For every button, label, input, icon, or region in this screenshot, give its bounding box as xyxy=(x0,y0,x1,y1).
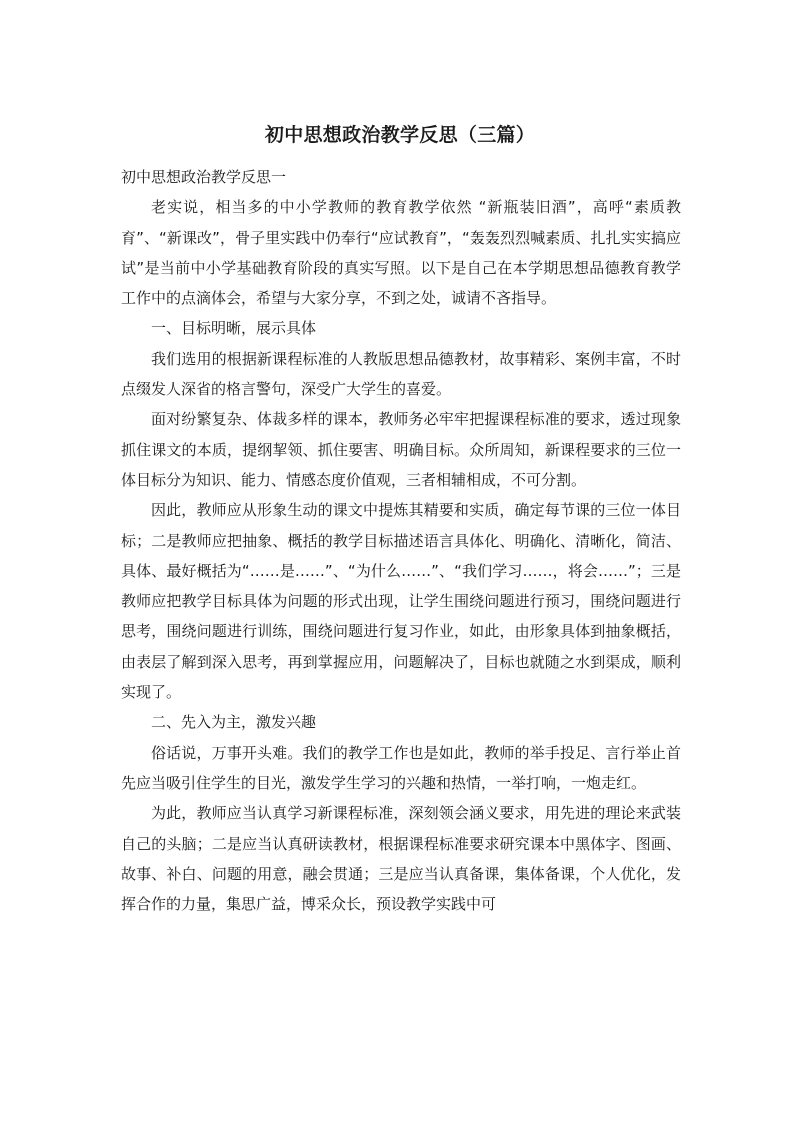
paragraph: 我们选用的根据新课程标准的人教版思想品德教材，故事精彩、案例丰富，不时点缀发人深省的格言警句，深受广大学生的喜爱。 xyxy=(121,349,681,399)
paragraph: 为此，教师应当认真学习新课程标准，深刻领会涵义要求，用先进的理论来武装自己的头脑；二是应当认真研读教材，根据课程标准要求研究课本中黑体字、图画、故事、补白、问题的用意，融会贯通；三是应当认真备课，集体备课，个人优化，发挥合作的力量，集思广益，博采众长，预设教学实践中可 xyxy=(121,804,681,914)
section-subtitle: 初中思想政治教学反思一 xyxy=(121,168,287,186)
paragraph: 面对纷繁复杂、体裁多样的课本，教师务必牢牢把握课程标准的要求，透过现象抓住课文的本质，提纲挈领、抓住要害、明确目标。众所周知，新课程要求的三位一体目标分为知识、能力、情感态度价值观，三者相辅相成，不可分割。 xyxy=(121,410,681,489)
paragraph: 俗话说，万事开头难。我们的教学工作也是如此，教师的举手投足、言行举止首先应当吸引住学生的目光，激发学生学习的兴趣和热情，一举打响，一炮走红。 xyxy=(121,743,681,792)
document-body xyxy=(121,162,681,919)
paragraph: 老实说，相当多的中小学教师的教育教学依然 “新瓶装旧酒”，高呼“素质教育”、“新课改”，骨子里实践中仍奉行“应试教育”，“轰轰烈烈喊素质、扎扎实实搞应试”是当前中小学基础教育阶段的真实写照。以下是自己在本学期思想品德教育教学工作中的点滴体会，希望与大家分享，不到之处，诚请不吝指导。 xyxy=(121,198,681,308)
paragraph: 因此，教师应从形象生动的课文中提炼其精要和实质，确定每节课的三位一体目标；二是教师应把抽象、概括的教学目标描述语言具体化、明确化、清晰化，简洁、具体、最好概括为“……是……”、“为什么……”、“我们学习……，将会……”；三是教师应把教学目标具体为问题的形式出现，让学生围绕问题进行预习，围绕问题进行思考，围绕问题进行训练，围绕问题进行复习作业，如此，由形象具体到抽象概括，由表层了解到深入思考，再到掌握应用，问题解决了，目标也就随之水到渠成，顺利实现了。 xyxy=(121,501,681,702)
document-title: 初中思想政治教学反思（三篇） xyxy=(264,124,536,146)
section-heading: 一、目标明晰，展示具体 xyxy=(151,319,317,338)
section-heading: 二、先入为主，激发兴趣 xyxy=(151,713,317,732)
